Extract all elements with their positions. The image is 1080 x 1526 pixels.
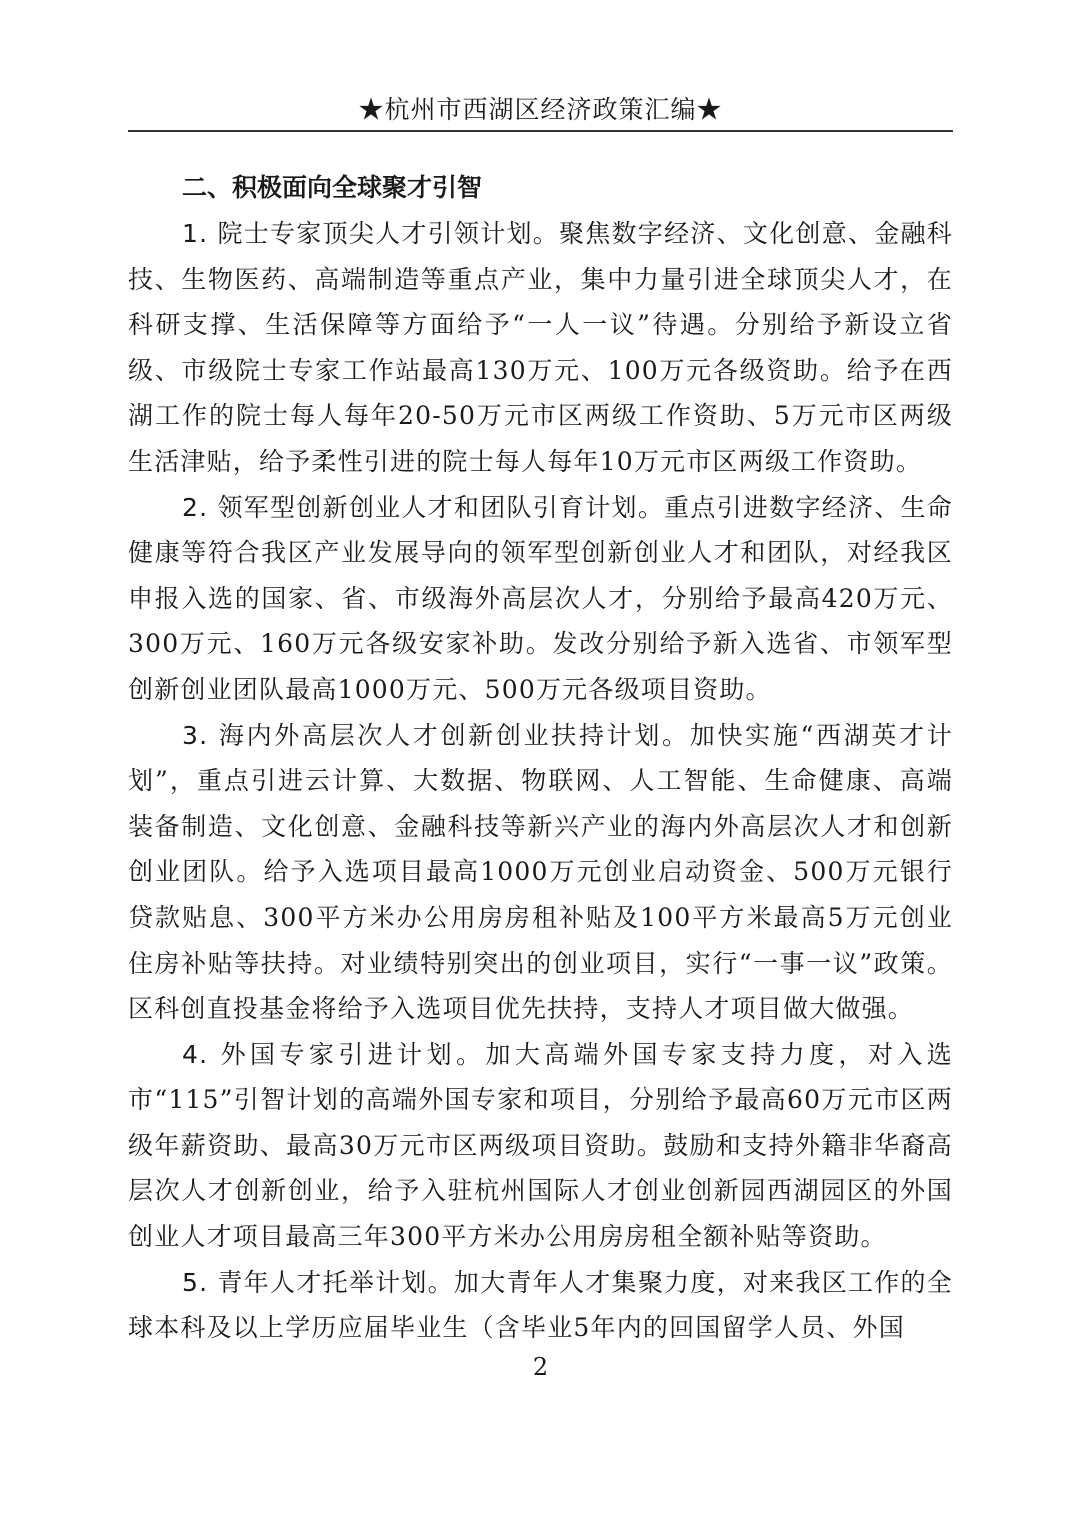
item-number: 5. xyxy=(182,1267,218,1297)
page-header-title: ★杭州市西湖区经济政策汇编★ xyxy=(358,95,723,124)
item-body: 聚焦数字经济、文化创意、金融科技、生物医药、高端制造等重点产业，集中力量引进全球顶尖人才，在科研支撑、生活保障等方面给予“一人一议”待遇。分别给予新设立省级、市级院士专家工作站最高130万元、100万元各级资助。给予在西湖工作的院士每人每年20-50万元市区两级工作资助、5万元市区两级生活津贴，给予柔性引进的院士每人每年10万元市区两级工作资助。 xyxy=(128,219,953,476)
item-number: 2. xyxy=(182,492,218,522)
item-body: 加快实施“西湖英才计划”，重点引进云计算、大数据、物联网、人工智能、生命健康、高端装备制造、文化创意、金融科技等新兴产业的海内外高层次人才和创新创业团队。给予入选项目最高1000万元创业启动资金、500万元银行贷款贴息、300平方米办公用房房租补贴及100平方米最高5万元创业住房补贴等扶持。对业绩特别突出的创业项目，实行“一事一议”政策。区科创直投基金将给予入选项目优先扶持，支持人才项目做大做强。 xyxy=(128,720,953,1024)
item-body: 加大青年人才集聚力度，对来我区工作的全球本科及以上学历应届毕业生（含毕业5年内的回国留学人员、外国 xyxy=(128,1267,953,1343)
policy-item-1 xyxy=(128,211,953,485)
item-title: 领军型创新创业人才和团队引育计划。 xyxy=(217,492,665,522)
header-divider xyxy=(128,130,953,132)
item-number: 4. xyxy=(182,1039,221,1069)
item-title: 青年人才托举计划。 xyxy=(217,1267,454,1297)
page-number: 2 xyxy=(532,1353,549,1381)
policy-item-4 xyxy=(128,1032,953,1260)
item-body: 加大高端外国专家支持力度，对入选市“115”引智计划的高端外国专家和项目，分别给予最高60万元市区两级年薪资助、最高30万元市区两级项目资助。鼓励和支持外籍非华裔高层次人才创新创业，给予入驻杭州国际人才创业创新园西湖园区的外国创业人才项目最高三年300平方米办公用房房租全额补贴等资助。 xyxy=(128,1039,953,1252)
item-title: 海内外高层次人才创新创业扶持计划。 xyxy=(218,720,690,750)
policy-item-2 xyxy=(128,485,953,713)
policy-item-3 xyxy=(128,713,953,1032)
policy-item-5 xyxy=(128,1260,953,1351)
document-body xyxy=(128,164,953,1351)
item-title: 外国专家引进计划。 xyxy=(220,1039,486,1069)
item-number: 1. xyxy=(182,219,218,248)
item-title: 院士专家顶尖人才引领计划。 xyxy=(217,219,559,248)
item-body: 重点引进数字经济、生命健康等符合我区产业发展导向的领军型创新创业人才和团队，对经我区申报入选的国家、省、市级海外高层次人才，分别给予最高420万元、300万元、160万元各级安家补助。发改分别给予新入选省、市领军型创新创业团队最高1000万元、500万元各级项目资助。 xyxy=(128,492,954,704)
section-title: 二、积极面向全球聚才引智 xyxy=(182,173,483,202)
item-number: 3. xyxy=(182,720,219,750)
